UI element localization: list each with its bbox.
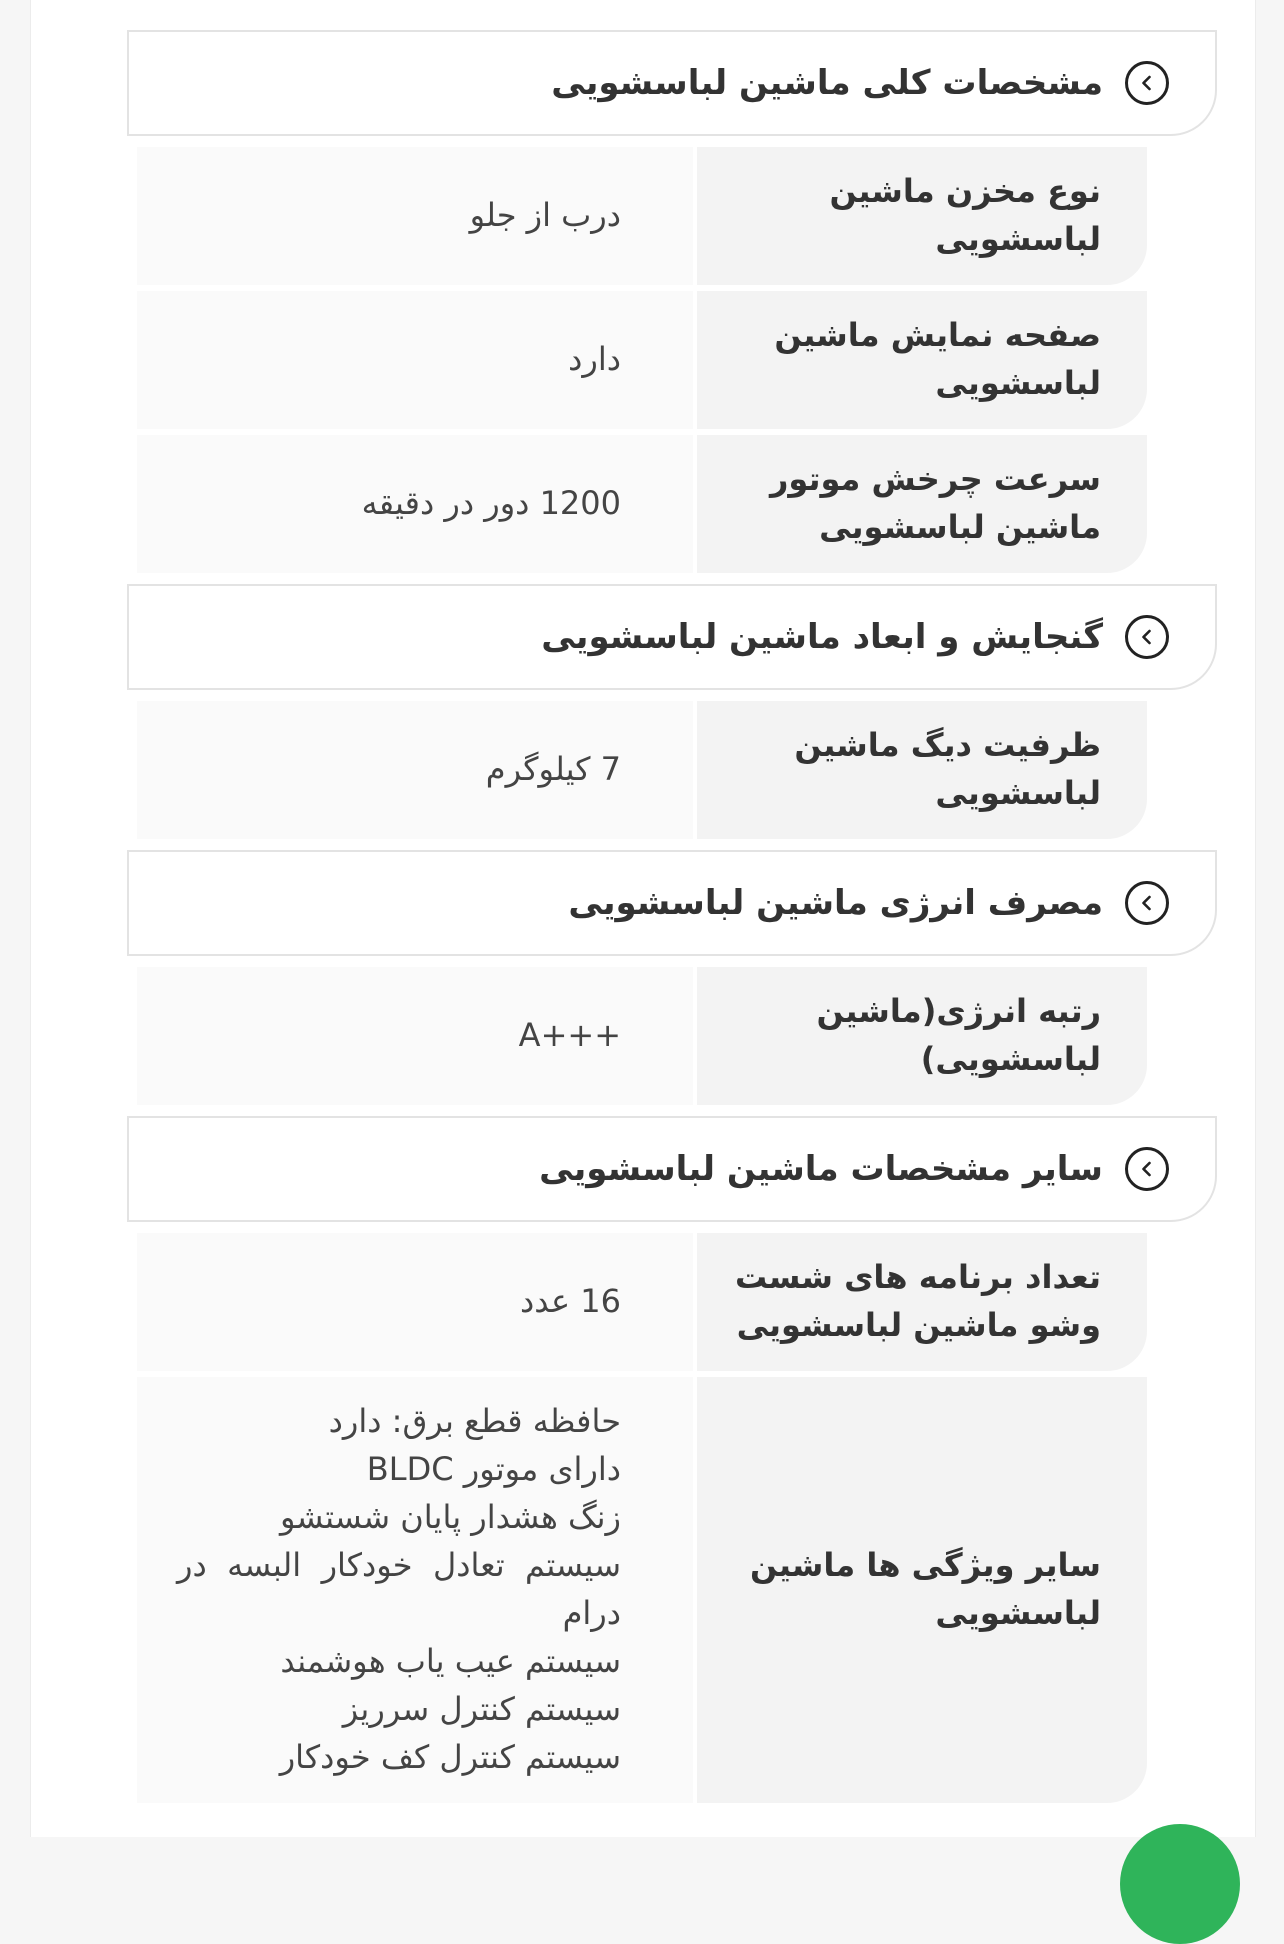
section-header-capacity[interactable] — [127, 584, 1217, 690]
feature-line: سیستم کنترل کف خودکار — [279, 1738, 621, 1776]
feature-line: زنگ هشدار پایان شستشو — [280, 1498, 621, 1536]
spec-key: سایر ویژگی ها ماشین لباسشویی — [697, 1377, 1147, 1803]
spec-row — [137, 1377, 1147, 1803]
spec-value: درب از جلو — [137, 147, 693, 285]
section-header-general[interactable] — [127, 30, 1217, 136]
section-rows-other — [137, 1233, 1147, 1803]
feature-line: سیستم کنترل سرریز — [342, 1690, 621, 1728]
feature-line: دارای موتور BLDC — [366, 1450, 621, 1488]
feature-line: حافظه قطع برق: دارد — [328, 1402, 621, 1440]
spec-row — [137, 967, 1147, 1105]
spec-row — [137, 435, 1147, 573]
section-rows-energy — [137, 967, 1147, 1105]
chevron-left-icon — [1125, 1147, 1169, 1191]
section-title: مصرف انرژی ماشین لباسشویی — [568, 883, 1103, 923]
floating-action-button[interactable] — [1120, 1824, 1240, 1944]
spec-row — [137, 291, 1147, 429]
spec-row — [137, 1233, 1147, 1371]
chevron-left-icon — [1125, 61, 1169, 105]
spec-value: 16 عدد — [137, 1233, 693, 1371]
spec-key: رتبه انرژی(ماشین لباسشویی) — [697, 967, 1147, 1105]
section-header-other[interactable] — [127, 1116, 1217, 1222]
spec-key: صفحه نمایش ماشین لباسشویی — [697, 291, 1147, 429]
section-header-energy[interactable] — [127, 850, 1217, 956]
section-rows-general — [137, 147, 1147, 573]
spec-value-list — [137, 1377, 693, 1803]
spec-row — [137, 701, 1147, 839]
section-title: سایر مشخصات ماشین لباسشویی — [539, 1149, 1103, 1189]
spec-key: تعداد برنامه های شست وشو ماشین لباسشویی — [697, 1233, 1147, 1371]
product-spec-page — [30, 0, 1256, 1837]
spec-row — [137, 147, 1147, 285]
feature-line: سیستم تعادل خودکار البسه در درام — [177, 1546, 621, 1632]
chevron-left-icon — [1125, 615, 1169, 659]
section-rows-capacity — [137, 701, 1147, 839]
spec-key: ظرفیت دیگ ماشین لباسشویی — [697, 701, 1147, 839]
spec-value: 1200 دور در دقیقه — [137, 435, 693, 573]
section-title: گنجایش و ابعاد ماشین لباسشویی — [541, 617, 1103, 657]
energy-rating-value: A+++ — [518, 1016, 621, 1054]
spec-key: نوع مخزن ماشین لباسشویی — [697, 147, 1147, 285]
spec-key: سرعت چرخش موتور ماشین لباسشویی — [697, 435, 1147, 573]
section-title: مشخصات کلی ماشین لباسشویی — [551, 63, 1103, 103]
spec-list — [127, 30, 1217, 1814]
spec-value — [137, 967, 693, 1105]
spec-value: 7 کیلوگرم — [137, 701, 693, 839]
spec-value: دارد — [137, 291, 693, 429]
chevron-left-icon — [1125, 881, 1169, 925]
feature-line: سیستم عیب یاب هوشمند — [280, 1642, 621, 1680]
